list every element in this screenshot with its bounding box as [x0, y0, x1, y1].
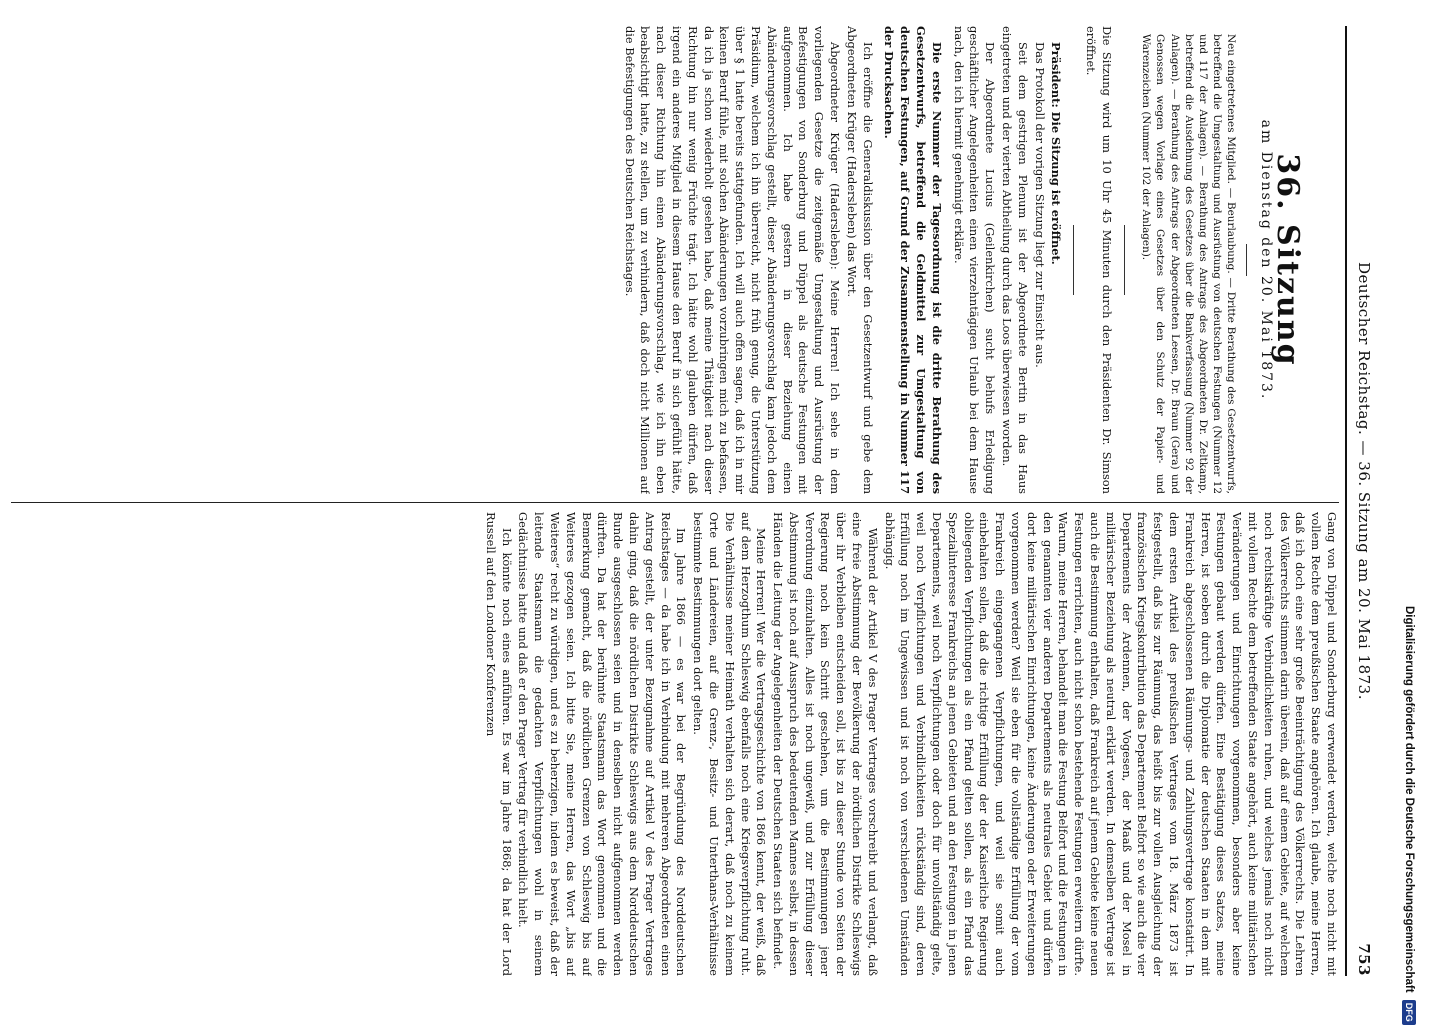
page-number: 753	[1355, 943, 1373, 976]
paragraph: Ich eröffne die Generaldiskussion über den Gesetzentwurf und gebe dem Abgeordneten Krüger (Hadersleben) das Wort.	[844, 26, 875, 494]
paragraph: Seit dem gestrigen Plenum ist der Abgeordnete Bertin in das Haus eingetreten und der vierten Abtheilung durch das Loos überwiesen worden.	[1000, 26, 1030, 494]
dfg-funding-note	[1398, 606, 1420, 1022]
paragraph: Während der Artikel V des Prager Vertrages vorschreibt und verlangt, daß eine freie Abstimmung der Bevölkerung der nördlichen Distrikte Schleswigs über ihr Verbleiben entscheiden soll, ist bis zu dieser Stunde von Seiten der Regierung noch kein Schritt geschehen, um die Bestimmungen jener Verordnung einzuhalten. Alles ist noch ungewiß, und zur Erfüllung dieser Abstimmung ist noch auf Ausspruch des bedeutenden Mannes selbst, in dessen Händen die Leitung der Angelegenheiten der Deutschen Staaten sich befindet.	[771, 512, 880, 976]
dfg-text-wrap	[1398, 606, 1420, 1022]
running-header	[1349, 26, 1373, 976]
paragraph: Im Jahre 1866 — es war bei der Begründung des Norddeutschen Reichstages — da habe ich in Verbindung mit mehreren Abgeordneten einen Antrag gestellt, der unter Bezugnahme auf Artikel V des Prager Vertrages dahin ging, daß die nördlichen Distrikte Schleswigs aus dem Norddeutschen Bunde ausgeschlossen seien und in denselben nicht aufgenommen werden dürften. Da hat der berühmte Staatsmann das Wort genommen und die Bemerkung gemacht, daß die nördlichen Grenzen von Schleswig bis auf Weiteres gezogen seien. Ich bitte Sie, meine Herren, das Wort „bis auf Weiteres“ recht zu würdigen, und es zu beherzigen, indem es beweist, daß der leitende Staatsmann die gedachten Verpflichtungen wohl in seinem Gedächtnisse hatte und daß er den Prager Vertrag für verbindlich hielt.	[516, 512, 689, 976]
paragraph: Das Protokoll der vorigen Sitzung liegt zur Einsicht aus.	[1032, 42, 1047, 368]
paragraph: Präsident: Die Sitzung ist eröffnet.	[1049, 42, 1064, 265]
speech-paragraph: Abgeordneter Krüger (Hadersleben): Meine Herren! Ich sehe in dem vorliegenden Gesetze die zeitgemäße Umgestaltung und Ausrüstung der Befestigungen von Sonderburg und Düppel als deutsche Festungen mit aufgenommen. Ich habe gestern in dieser Beziehung einen Abänderungsvorschlag gestellt, dieser Abänderungsvorschlag kam jedoch dem Präsidium, welchem ich ihn überreicht, nicht früh genug, die Unterstützung über § 1 hatte bereits stattgefunden. Ich will auch offen sagen, daß ich in mir keinen Beruf fühle, mit solchen Abänderungen vorzubringen mich zu befassen, da ich ja schon wiederholt gesehen habe, daß meine Thätigkeit nach dieser Richtung hin nur wenig Früchte trägt. Ich hätte wohl glauben dürfen, daß irgend ein anderes Mitglied in diesem Hause den Beruf in sich gefühlt hätte, nach dieser Richtung hin einen Abänderungsvorschlag, wie ich ihn eben beabsichtigt hatte, zu stellen, um zu verhindern, daß doch nicht Millionen auf die Befestigungen des Deutschen Reichstages.	[622, 26, 843, 494]
dfg-logo: DFG	[1402, 1000, 1416, 1025]
paragraph: Gang von Düppel und Sonderburg verwendet werden, welche noch nicht mit vollem Rechte dem preußischen Staate angehören. Ich glaube, meine Herren, daß ich doch eine sehr große Beeinträchtigung des Völkerrechts. Die Lehren des Völkerrechts stimmen darin überein, daß auf einem Gebiete, auf welchem noch rechtskräftige Verbindlichkeiten ruhen, und welches jemals noch nicht mit vollem Rechte dem betreffenden Staate angehört, auch keine militärischen Veränderungen und Einrichtungen vorgenommen, besonders aber keine Festungen gebaut werden dürfen. Eine Bestätigung dieses Satzes, meine Herren, ist soeben durch die Diplomatie der deutschen Staaten in dem mit Frankreich abgeschlossenen Räumungs- und Zahlungsvertrage konstatirt. In dem ersten Artikel des preußischen Vertrages vom 18. März 1873 ist festgestellt, daß bis zur Räumung, das heißt bis zur vollen Ausgleichung der französischen Kriegskontribution das Departement Belfort so wie auch die vier Departements der Ardennen, der Vogesen, der Maaß und der Mosel in militärischer Beziehung als neutral erklärt werden. In demselben Vertrage ist auch die Bestimmung enthalten, daß Frankreich auf jenem Gebiete keine neuen Festungen errichten, auch nicht schon bestehende Festungen erweitern dürfte. Warum, meine Herren, behandelt man die Festung Belfort und die Festungen in den genannten vier anderen Departements als neutrales Gebiet und dürfen dort keine militärischen Einrichtungen, keine Änderungen oder Erweiterungen vorgenommen werden? Weil sie eben für die vollständige Erfüllung der vom Frankreich eingegangenen Verpflichtungen, und weil sie somit auch einbehalten sollen, daß die richtige Erfüllung der der Kaiserliche Regierung obliegenden Verpflichtungen als ein Pfand gelten sollen, als ein Pfand das Spezialinteresse Frankreichs an jenen Gebieten und an den Festungen in jenen Departements, weil noch Verpflichtungen oder doch für unvollständig gelte, weil noch Verpflichtungen und Verbindlichkeiten rückständig sind, deren Erfüllung noch im Ungewissen und ist noch von verschiedenen Umständen abhängig.	[882, 512, 1339, 976]
paragraph: Meine Herren! Wer die Vertragsgeschichte von 1866 kennt, der weiß, daß auf dem Herzogthum Schleswig ebenfalls noch eine Kriegsverpflichtung ruht. Die Verhältnisse meiner Heimath verhalten sich derart, daß noch zu keinem Orte und Ländereien, auf die Grenz-, Besitz- und Unterthans-Verhältnisse bestimmte Bestimmungen dort gelten.	[691, 512, 769, 976]
section-rule	[1073, 225, 1074, 295]
paragraph: Der Abgeordnete Lucius (Geilenkirchen) sucht behufs Erledigung geschäftlicher Angelegenheiten einen vierzehntägigen Urlaub bei dem Hause nach, den ich hiermit genehmigt erkläre.	[951, 26, 998, 494]
agenda-item-heading: Die erste Nummer der Tagesordnung ist die dritte Berathung des Gesetzentwurfs, betreffend die Geldmittel zur Umgestaltung von deutschen Festungen, auf Grund der Zusammenstellung in Nummer 117 der Drucksachen.	[882, 26, 944, 494]
session-date: am Dienstag den 20. Mai 1873.	[1258, 119, 1275, 401]
right-column	[13, 512, 1339, 976]
title-rule	[1246, 244, 1247, 276]
column-divider	[11, 502, 1339, 503]
paragraph: Ich könnte noch eines anführen. Es war im Jahre 1868; da hat der Lord Russell auf den Londoner Konferenzen	[483, 512, 514, 976]
session-title: 36. Sitzung	[1270, 153, 1305, 367]
running-title: Deutscher Reichstag. — 36. Sitzung am 20. Mai 1873.	[1355, 262, 1373, 700]
agenda-summary: Neu eingetretenes Mitglied. — Beurlaubung. — Dritte Berathung des Gesetzentwurfs, betreffend die Umgestaltung und Ausrüstung von deutschen Festungen (Nummer 12 und 117 der Anlagen). — Berathung des Antrags des Abgeordneten Dr. Zeltkamp, betreffend die Ausdehnung des Gesetzes über die Bankverfassung (Nummer 92 der Anlagen). — Berathung des Antrags der Abgeordneten Leesen, Dr. Braun (Gera) und Genossen wegen Vorlage eines Gesetzes über den Schutz der Papier- und Warenzeichen (Nummer 102 der Anlagen).	[1140, 34, 1238, 494]
header-rule	[1345, 26, 1347, 976]
left-column	[13, 26, 1339, 494]
dfg-note-text: Digitalisierung gefördert durch die Deutsche Forschungsgemeinschaft	[1403, 606, 1415, 993]
paragraph: Die Sitzung wird um 10 Uhr 45 Minuten durch den Präsidenten Dr. Simson eröffnet.	[1084, 26, 1114, 494]
agenda-rule	[1124, 225, 1125, 295]
